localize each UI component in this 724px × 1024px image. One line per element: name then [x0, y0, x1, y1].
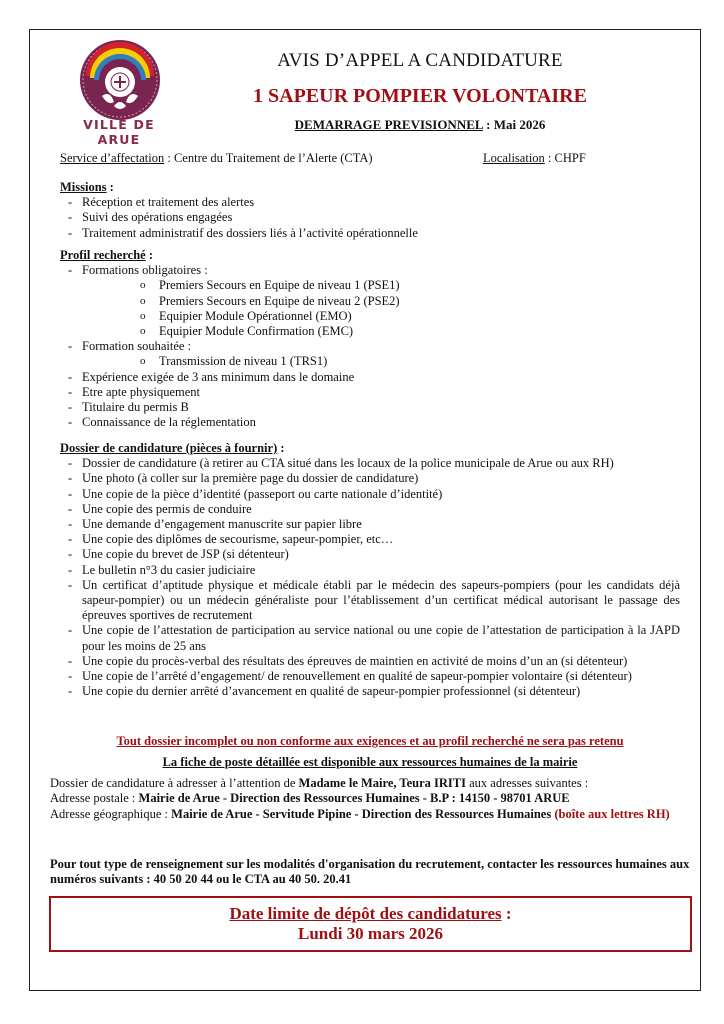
start-value: Mai 2026 [493, 117, 546, 132]
location-value: CHPF [554, 151, 586, 165]
contact-info: Pour tout type de renseignement sur les modalités d'organisation du recrutement, contacter les ressources humaines aux numéros suivants : 40 50 20 44 ou le CTA au 40 50. 20.41 [50, 857, 690, 887]
list-item: - Une copie des permis de conduire [60, 502, 680, 517]
list-item: - Réception et traitement des alertes [60, 195, 680, 210]
sub-list-item: o Premiers Secours en Equipe de niveau 1 (PSE1) [60, 278, 680, 293]
missions-title: Missions [60, 180, 107, 194]
profile-heading [60, 248, 680, 263]
list-item: - Titulaire du permis B [60, 400, 680, 415]
list-item: - Une copie du procès-verbal des résultats des épreuves de maintien en activité de moins d’un an (si détenteur) [60, 654, 680, 669]
geographic-address [50, 807, 690, 822]
deadline-heading [51, 904, 690, 924]
service-value: Centre du Traitement de l’Alerte (CTA) [173, 151, 373, 165]
application-file-title: Dossier de candidature (pièces à fournir) [60, 441, 278, 455]
deadline-date: Lundi 30 mars 2026 [298, 924, 443, 943]
list-item: - Une photo (à coller sur la première page du dossier de candidature) [60, 471, 680, 486]
list-item: - Une demande d’engagement manuscrite sur papier libre [60, 517, 680, 532]
list-item: - Suivi des opérations engagées [60, 210, 680, 225]
sub-list-item: o Equipier Module Confirmation (EMC) [60, 324, 680, 339]
list-item: - Expérience exigée de 3 ans minimum dans le domaine [60, 370, 680, 385]
geo-label: Adresse géographique : [50, 806, 172, 821]
page-title: AVIS D’APPEL A CANDIDATURE [277, 50, 563, 71]
list-item: - Formations obligatoires : [60, 263, 680, 278]
heading-suffix: : [145, 248, 154, 262]
list-item: - Un certificat d’aptitude physique et médicale établi par le médecin des sapeurs-pompiers (pour les candidats déjà sapeur-pompier) ou un médecin généraliste pour l’établissement d’un certificat médical autorisant le passage des épreuves sportives de recrutement [60, 578, 680, 624]
logo-label: VILLE DE ARUE [83, 117, 155, 147]
separator: : [164, 151, 174, 165]
address-block [50, 776, 690, 822]
list-item: - Une copie du brevet de JSP (si détenteur) [60, 547, 680, 562]
job-sheet-notice: La fiche de poste détaillée est disponible aux ressources humaines de la mairie [162, 755, 578, 769]
address-intro [50, 776, 690, 791]
location-line [483, 151, 586, 166]
list-item: - Une copie des diplômes de secourisme, sapeur-pompier, etc… [60, 532, 680, 547]
sub-list-item: o Premiers Secours en Equipe de niveau 2 (PSE2) [60, 294, 680, 309]
start-date [180, 117, 660, 133]
intro-text-end: aux adresses suivantes : [465, 776, 589, 790]
start-label: DEMARRAGE PREVISIONNEL [294, 117, 483, 132]
profile-section [60, 248, 680, 430]
application-file-section [60, 441, 680, 699]
separator: : [482, 117, 494, 132]
service-line [60, 151, 373, 166]
postal-value: Mairie de Arue - Direction des Ressources Humaines - B.P : 14150 - 98701 ARUE [138, 791, 570, 806]
heading-suffix: : [106, 180, 114, 194]
list-item: - Une copie de l’arrêté d’engagement/ de renouvellement en qualité de sapeur-pompier volontaire (si détenteur) [60, 669, 680, 684]
separator: : [544, 151, 555, 165]
position-title: 1 SAPEUR POMPIER VOLONTAIRE [253, 85, 587, 107]
deadline-label: Date limite de dépôt des candidatures [229, 904, 502, 923]
heading-suffix: : [277, 441, 285, 455]
list-item: - Connaissance de la réglementation [60, 415, 680, 430]
list-item: - Une copie du dernier arrêté d’avancement en qualité de sapeur-pompier professionnel (si détenteur) [60, 684, 680, 699]
intro-text: Dossier de candidature à adresser à l’attention de [50, 776, 299, 790]
deadline-box [49, 896, 692, 952]
missions-section [60, 180, 680, 241]
sub-list-item: o Transmission de niveau 1 (TRS1) [60, 354, 680, 369]
rejection-notice: Tout dossier incomplet ou non conforme aux exigences et au profil recherché ne sera pas retenu [116, 734, 624, 748]
postal-label: Adresse postale : [50, 791, 139, 806]
list-item: - Etre apte physiquement [60, 385, 680, 400]
list-item: - Dossier de candidature (à retirer au CTA situé dans les locaux de la police municipale de Arue ou aux RH) [60, 456, 680, 471]
list-item: - Traitement administratif des dossiers liés à l’activité opérationnelle [60, 226, 680, 241]
postal-address [50, 791, 690, 806]
list-item: - Une copie de l’attestation de participation au service national ou une copie de l’attestation de participation à la JAPD pour les moins de 25 ans [60, 623, 680, 653]
recipient-name: Madame le Maire, Teura IRITI [298, 776, 466, 790]
application-file-heading [60, 441, 680, 456]
heading-suffix: : [501, 904, 512, 923]
missions-heading [60, 180, 680, 195]
list-item: - Le bulletin n°3 du casier judiciaire [60, 563, 680, 578]
geo-note: (boîte aux lettres RH) [554, 806, 670, 821]
geo-value: Mairie de Arue - Servitude Pipine - Direction des Ressources Humaines [171, 806, 555, 821]
location-label: Localisation [483, 151, 545, 165]
list-item: - Formation souhaitée : [60, 339, 680, 354]
sub-list-item: o Equipier Module Opérationnel (EMO) [60, 309, 680, 324]
profile-title: Profil recherché [60, 248, 146, 262]
service-label: Service d’affectation [60, 151, 165, 165]
list-item: - Une copie de la pièce d’identité (passeport ou carte nationale d’identité) [60, 487, 680, 502]
